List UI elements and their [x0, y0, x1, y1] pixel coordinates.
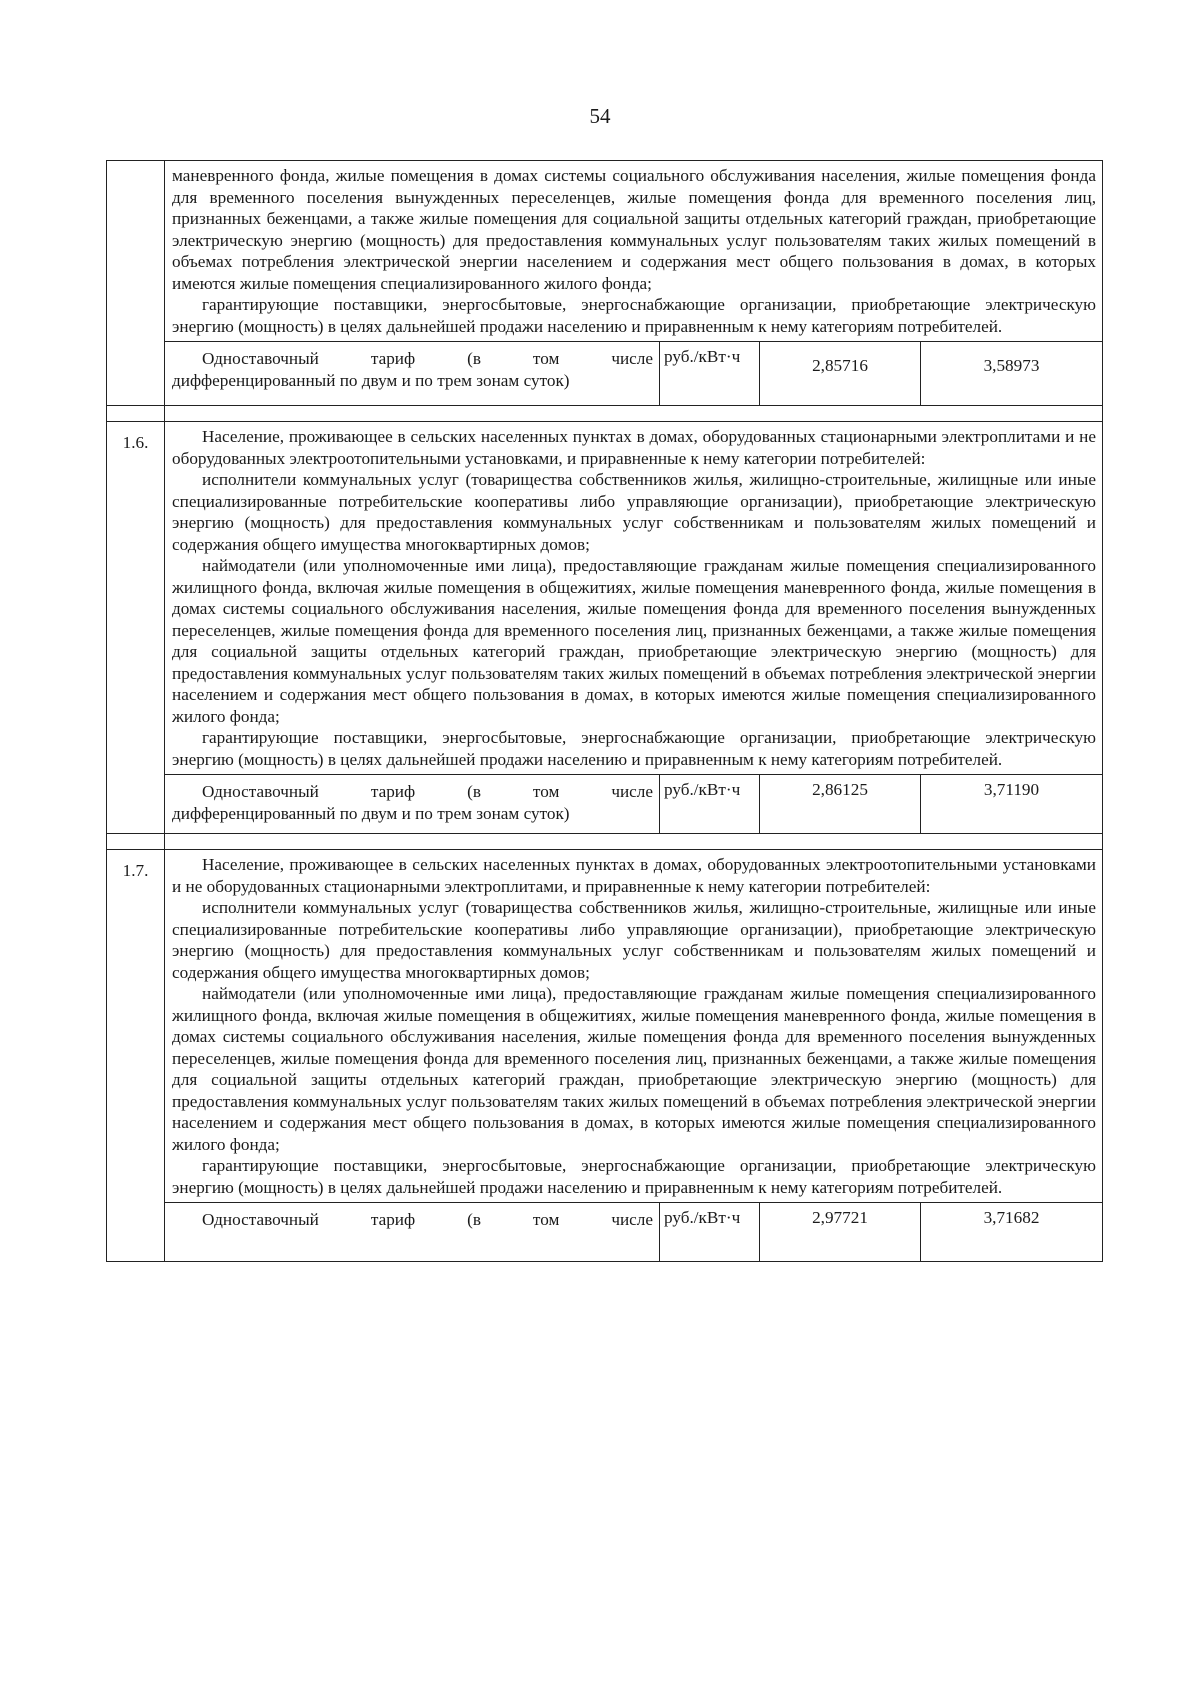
- description-paragraph: Население, проживающее в сельских населенных пунктах в домах, оборудованных электроотопительными установками и не оборудованных стационарными электроплитами, и приравненные к нему категории потребителей:: [172, 855, 1096, 896]
- rate-unit: руб./кВт·ч: [660, 775, 760, 834]
- rate-row: [107, 342, 1103, 406]
- rate-value-1: 2,86125: [760, 775, 921, 834]
- table-row-1-6: [107, 422, 1103, 775]
- category-description: [165, 422, 1103, 775]
- table-row-continuation: [107, 161, 1103, 342]
- rate-name: [165, 342, 660, 406]
- rate-word: Одноставочный: [202, 349, 319, 368]
- description-paragraph: гарантирующие поставщики, энергосбытовые, энергоснабжающие организации, приобретающие электрическую энергию (мощность) в целях дальнейшей продажи населению и приравненным к нему категориям потребителей.: [172, 1156, 1096, 1197]
- rate-unit: руб./кВт·ч: [660, 342, 760, 406]
- row-number: 1.7.: [107, 850, 165, 1262]
- page-number: 54: [589, 104, 611, 128]
- rate-word: Одноставочный: [202, 1210, 319, 1229]
- rate-word: том: [532, 782, 560, 801]
- description-paragraph: исполнители коммунальных услуг (товарищества собственников жилья, жилищно-строительные, жилищные или иные специализированные потребительские кооперативы либо управляющие организации), приобретающие электрическую энергию (мощность) для предоставления коммунальных услуг собственникам и пользователям жилых помещений и содержания общего имущества многоквартирных домов;: [172, 470, 1096, 554]
- rate-word: том: [532, 349, 560, 368]
- tariff-table: [106, 160, 1103, 1262]
- description-paragraph: наймодатели (или уполномоченные ими лица), предоставляющие гражданам жилые помещения специализированного жилищного фонда, включая жилые помещения в общежитиях, жилые помещения маневренного фонда, жилые помещения в домах системы социального обслуживания населения, жилые помещения фонда для временного поселения вынужденных переселенцев, жилые помещения фонда для временного поселения лиц, признанных беженцами, а также жилые помещения для социальной защиты отдельных категорий граждан, приобретающие электрическую энергию (мощность) для предоставления коммунальных услуг пользователям таких жилых помещений в объемах потребления электрической энергии населением и содержания мест общего пользования в домах, в которых имеются жилые помещения специализированного жилого фонда;: [172, 556, 1096, 726]
- rate-word: тариф: [370, 1210, 416, 1229]
- description-paragraph: исполнители коммунальных услуг (товарищества собственников жилья, жилищно-строительные, жилищные или иные специализированные потребительские кооперативы либо управляющие организации), приобретающие электрическую энергию (мощность) для предоставления коммунальных услуг собственникам и пользователям жилых помещений и содержания общего имущества многоквартирных домов;: [172, 898, 1096, 982]
- rate-value-1: 2,85716: [760, 342, 921, 406]
- description-paragraph: гарантирующие поставщики, энергосбытовые, энергоснабжающие организации, приобретающие электрическую энергию (мощность) в целях дальнейшей продажи населению и приравненным к нему категориям потребителей.: [172, 295, 1096, 336]
- rate-word: том: [532, 1210, 560, 1229]
- rate-word: (в: [467, 1210, 481, 1229]
- rate-value-2: 3,71682: [921, 1203, 1103, 1262]
- description-paragraph: наймодатели (или уполномоченные ими лица), предоставляющие гражданам жилые помещения специализированного жилищного фонда, включая жилые помещения в общежитиях, жилые помещения маневренного фонда, жилые помещения в домах системы социального обслуживания населения, жилые помещения фонда для временного поселения вынужденных переселенцев, жилые помещения фонда для временного поселения лиц, признанных беженцами, а также жилые помещения для социальной защиты отдельных категорий граждан, приобретающие электрическую энергию (мощность) для предоставления коммунальных услуг пользователям таких жилых помещений в объемах потребления электрической энергии населением и содержания мест общего пользования в домах, в которых имеются жилые помещения специализированного жилого фонда;: [172, 984, 1096, 1154]
- rate-word: тариф: [370, 782, 416, 801]
- description-paragraph: гарантирующие поставщики, энергосбытовые, энергоснабжающие организации, приобретающие электрическую энергию (мощность) в целях дальнейшей продажи населению и приравненным к нему категориям потребителей.: [172, 728, 1096, 769]
- category-description: [165, 850, 1103, 1203]
- rate-name-line2: дифференцированный по двум и по трем зонам суток): [172, 370, 570, 390]
- rate-word: (в: [467, 782, 481, 801]
- rate-value-2: 3,58973: [921, 342, 1103, 406]
- row-number: 1.6.: [107, 422, 165, 834]
- rate-name: [165, 775, 660, 834]
- table-row-1-7: [107, 850, 1103, 1203]
- category-description: [165, 161, 1103, 342]
- rate-word: Одноставочный: [202, 782, 319, 801]
- rate-name-line2: дифференцированный по двум и по трем зонам суток): [172, 803, 570, 823]
- rate-unit: руб./кВт·ч: [660, 1203, 760, 1262]
- rate-word: числе: [611, 782, 653, 801]
- rate-word: числе: [611, 1210, 653, 1229]
- rate-name: [165, 1203, 660, 1262]
- rate-word: тариф: [370, 349, 416, 368]
- rate-value-1: 2,97721: [760, 1203, 921, 1262]
- rate-word: числе: [611, 349, 653, 368]
- rate-row: [107, 775, 1103, 834]
- description-paragraph: маневренного фонда, жилые помещения в домах системы социального обслуживания населения, жилые помещения фонда для временного поселения вынужденных переселенцев, жилые помещения фонда для временного поселения лиц, признанных беженцами, а также жилые помещения для социальной защиты отдельных категорий граждан, приобретающие электрическую энергию (мощность) для предоставления коммунальных услуг пользователям таких жилых помещений в объемах потребления электрической энергии населением и содержания мест общего пользования в домах, в которых имеются жилые помещения специализированного жилого фонда;: [172, 166, 1096, 293]
- row-gap: [107, 834, 1103, 850]
- row-number-cell: [107, 161, 165, 406]
- description-paragraph: Население, проживающее в сельских населенных пунктах в домах, оборудованных стационарными электроплитами и не оборудованных электроотопительными установками, и приравненные к нему категории потребителей:: [172, 427, 1096, 468]
- rate-word: (в: [467, 349, 481, 368]
- row-gap: [107, 406, 1103, 422]
- rate-value-2: 3,71190: [921, 775, 1103, 834]
- rate-row: [107, 1203, 1103, 1262]
